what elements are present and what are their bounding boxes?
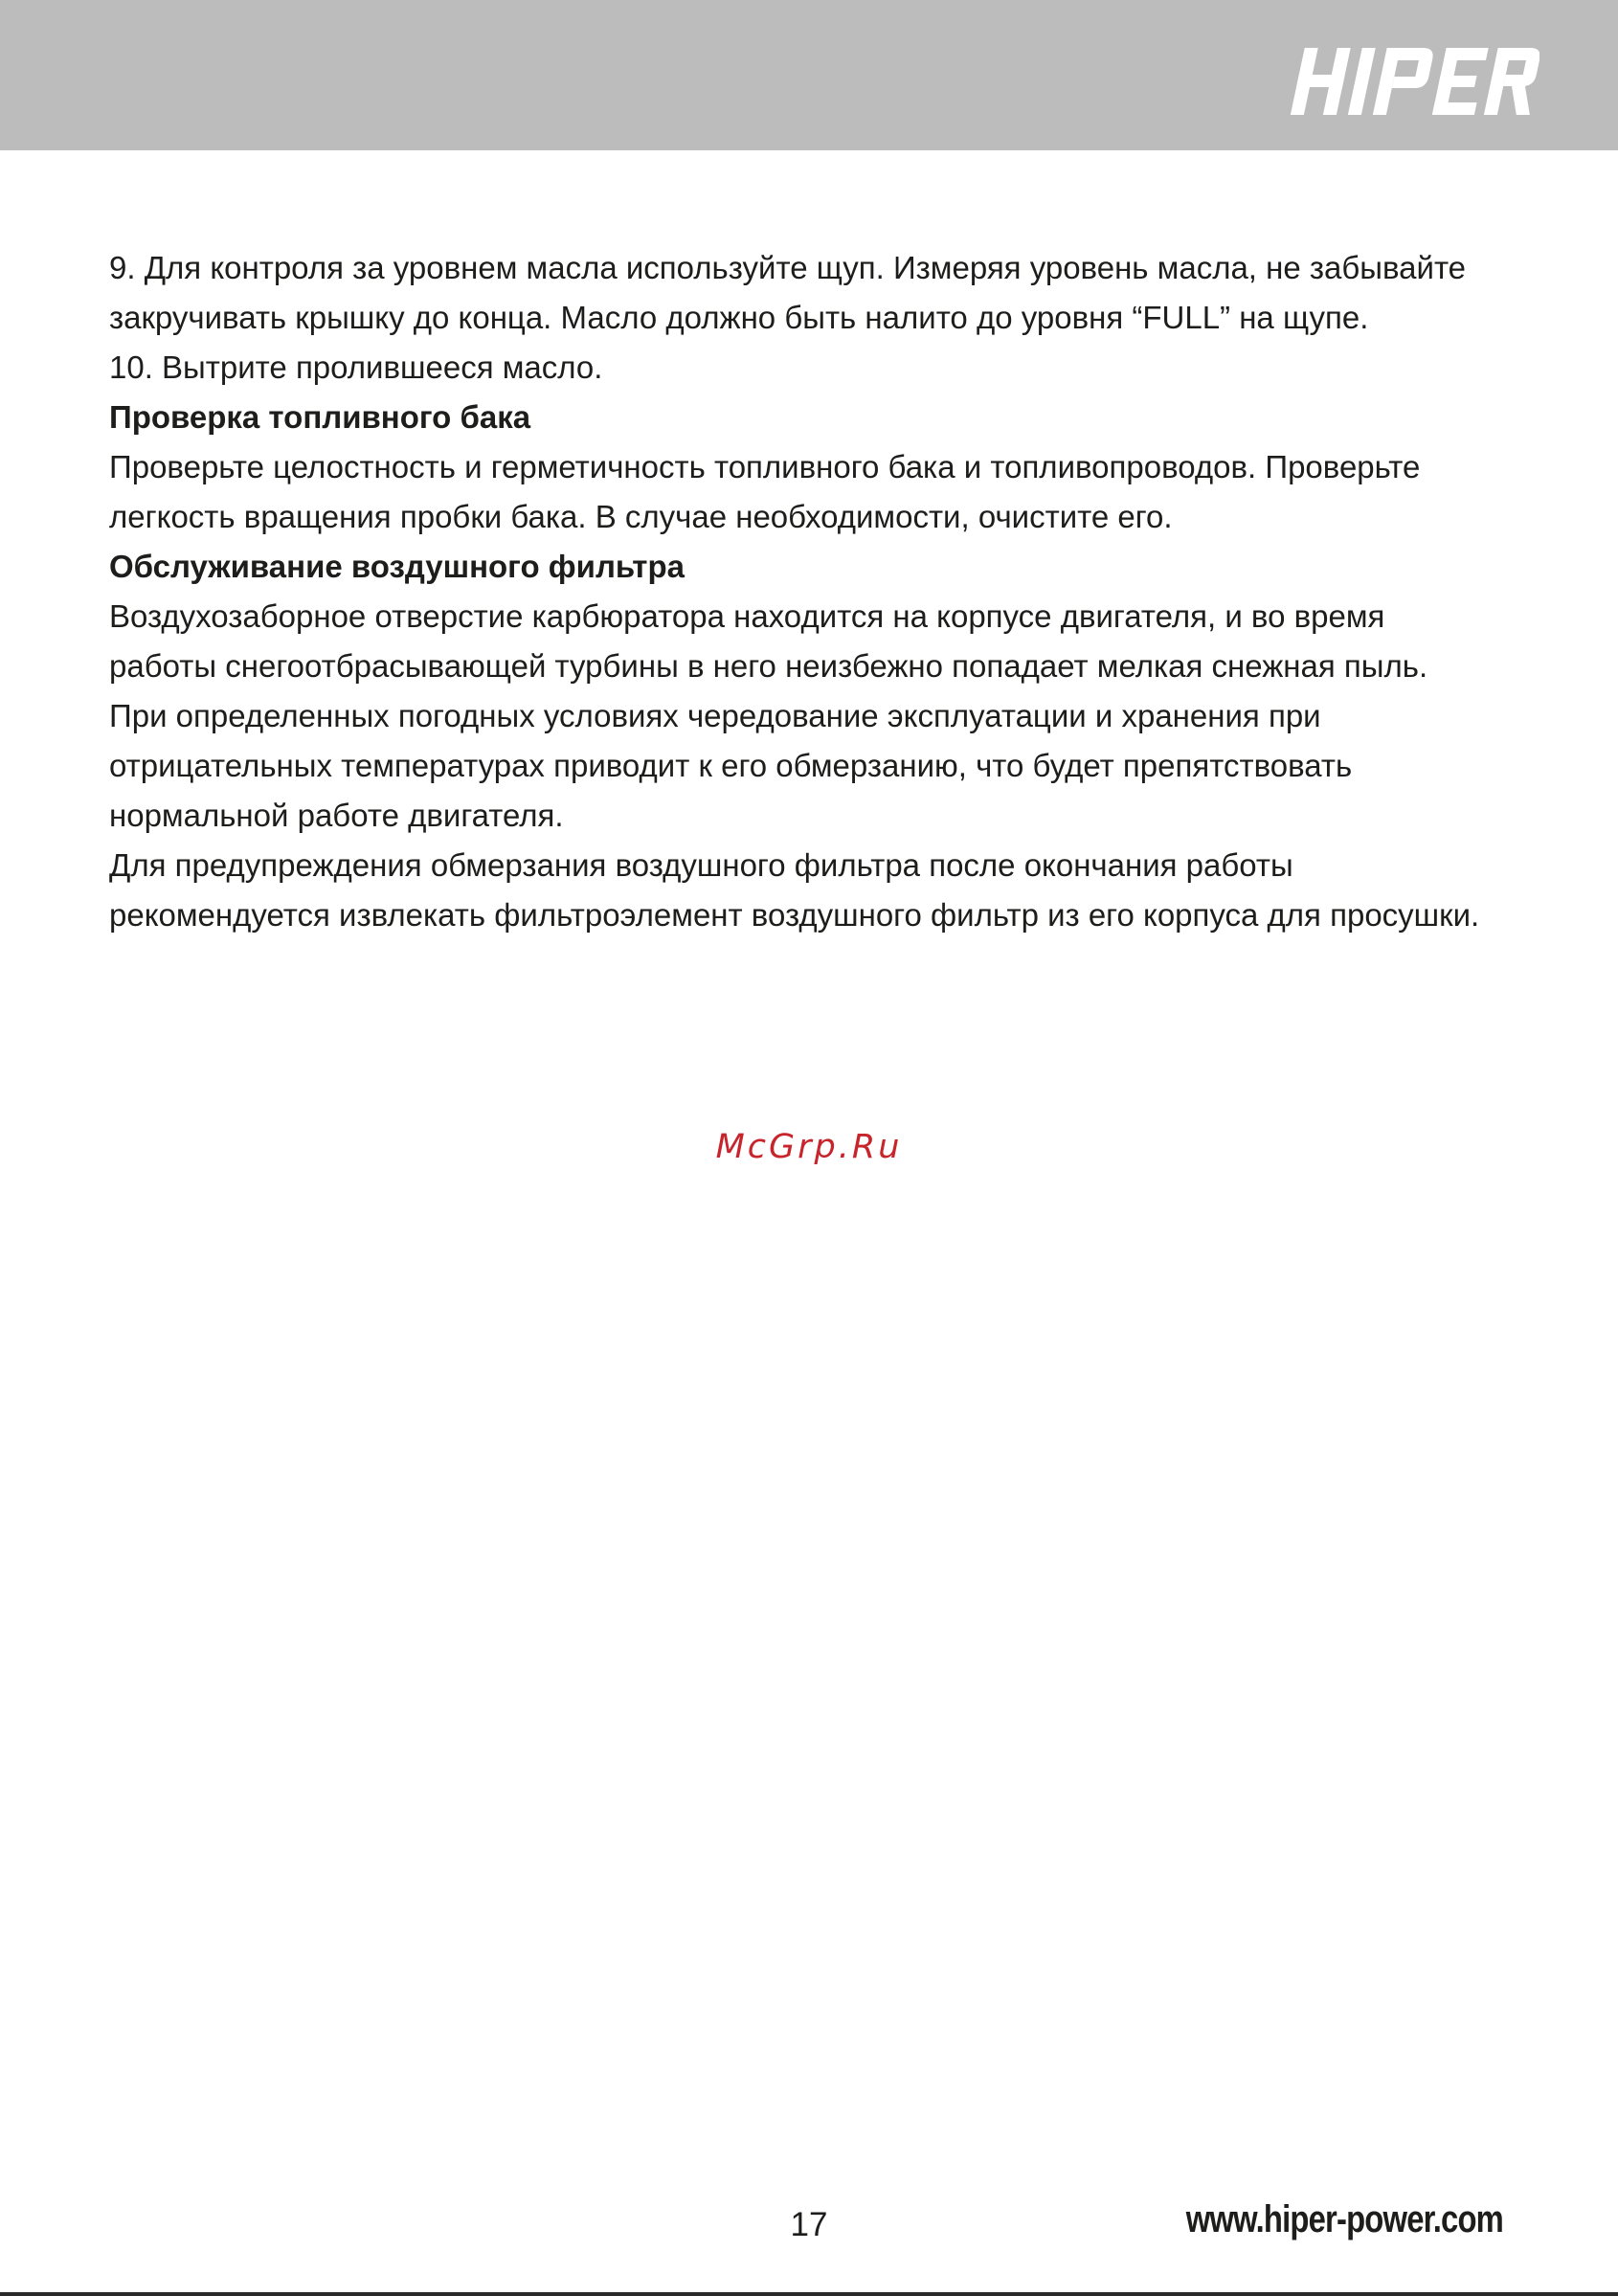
hiper-logo	[1289, 42, 1539, 121]
paragraph-air-intake: Воздухозаборное отверстие карбюратора находится на корпусе двигателя, и во время работы снегоотбрасывающей турбины в него неизбежно попадает мелкая снежная пыль. При определенных погодных условиях чередование эксплуатации и хранения при отрицательных температурах приводит к его обмерзанию, что будет препятствовать нормальной работе двигателя.	[109, 598, 1428, 833]
website-url: www.hiper-power.com	[1185, 2198, 1503, 2240]
bottom-divider	[0, 2292, 1618, 2296]
paragraph-oil-dipstick: 9. Для контроля за уровнем масла используйте щуп. Измеряя уровень масла, не забывайте закручивать крышку до конца. Масло должно быть налито до уровня “FULL” на щупе.	[109, 250, 1467, 335]
header-band	[0, 0, 1618, 150]
paragraph-air-filter-drying: Для предупреждения обмерзания воздушного фильтра после окончания работы рекомендуется извлекать фильтроэлемент воздушного фильтр из его корпуса для просушки.	[109, 847, 1480, 933]
page-number: 17	[790, 2206, 828, 2243]
paragraph-wipe-oil: 10. Вытрите пролившееся масло.	[109, 349, 603, 385]
heading-air-filter-service: Обслуживание воздушного фильтра	[109, 549, 685, 584]
paragraph-fuel-tank: Проверьте целостность и герметичность топливного бака и топливопроводов. Проверьте легкость вращения пробки бака. В случае необходимости, очистите его.	[109, 449, 1421, 534]
heading-fuel-tank-check: Проверка топливного бака	[109, 399, 531, 435]
watermark: McGrp.Ru	[715, 1128, 903, 1166]
page-body	[109, 243, 1488, 940]
